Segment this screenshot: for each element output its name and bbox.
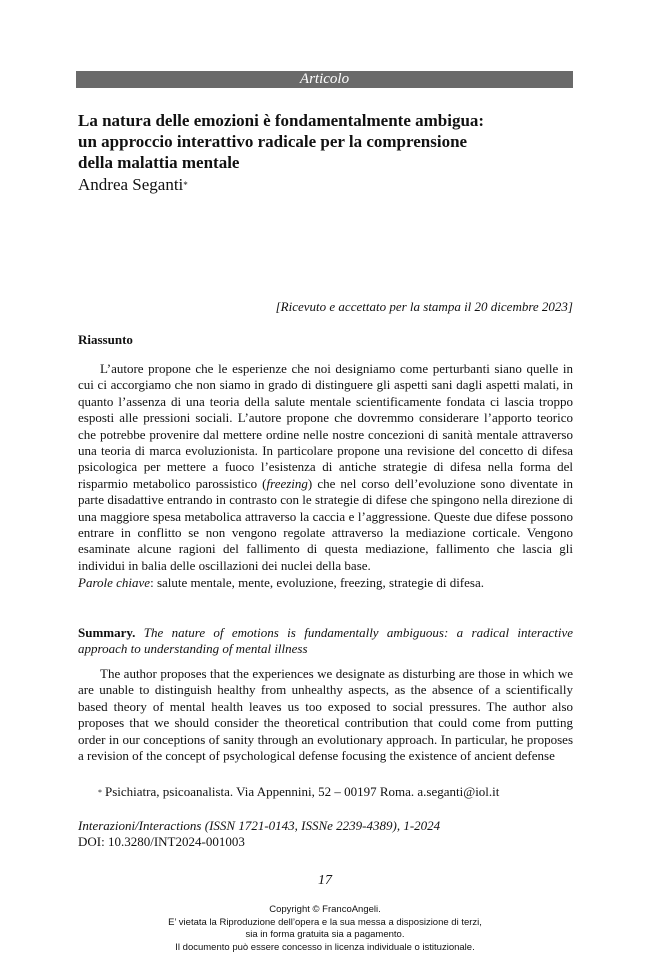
page-number: 17 xyxy=(318,873,332,888)
section-label: Articolo xyxy=(299,71,350,87)
copyright-line: E’ vietata la Riproduzione dell’opera e la sua messa a disposizione di terzi, xyxy=(168,916,482,928)
riassunto-text-part: L’autore propone che le esperienze che noi designiamo come perturbanti siano quelle in cui ci accorgiamo che non siamo in grado di distinguere gli aspetti sani dagli aspetti malati, in quanto l’assenza di una teoria della salute mentale scientificamente fondata ci lascia troppo esposti alle pressioni sociali. L’autore propone che dovremmo considerare l’apporto teorico che potrebbe provenire dal mettere ordine nelle nostre concezioni di sanità mentale attraverso una teoria di marca evoluzionista. In particolare propone una revisione del concetto di difesa psicologica per mettere a fuoco l’esistenza di antiche strategie di difesa nella forma del risparmio metabolico parossistico ( xyxy=(78,361,573,491)
keywords-text: salute mentale, mente, evoluzione, freezing, strategie di difesa. xyxy=(153,575,484,590)
summary-heading xyxy=(78,625,573,658)
riassunto-text-part: ) che nel corso dell’evoluzione sono diventate in parte disadattive entrando in contrasto con le strategie di difese che spingono nella direzione di una maggiore spesa metabolica attraverso la caccia e l’aggressione. Queste due difese possono entrare in conflitto se non vengono regolate attraverso la mediazione corticale. Vengono esaminate alcune ragioni del fallimento di questa mediazione, fallimento che lascia gli individui in balia delle oscillazioni dei nuclei della base. xyxy=(78,475,573,573)
summary-label: Summary. xyxy=(78,625,136,640)
title-line: della malattia mentale xyxy=(78,153,240,172)
article-title xyxy=(78,110,578,173)
received-date: [Ricevuto e accettato per la stampa il 20 dicembre 2023] xyxy=(275,299,573,314)
riassunto-heading: Riassunto xyxy=(78,332,133,347)
footnote-mark: * xyxy=(98,788,102,797)
author-footnote-mark: * xyxy=(183,180,188,190)
copyright-line: sia in forma gratuita sia a pagamento. xyxy=(245,929,405,940)
author-name: Andrea Seganti xyxy=(78,175,184,194)
author-footnote xyxy=(98,784,499,800)
title-line: La natura delle emozioni è fondamentalmente ambigua: xyxy=(78,111,485,130)
summary-text: The author proposes that the experiences we designate as disturbing are those in which we are unable to distinguish healthy from unhealthy aspects, as the absence of a scientifically based theory of mental health leaves us too exposed to social pressures. The author also proposes that we should consider the theoretical contribution that could come from putting order in our conceptions of sanity through an evolutionary approach. In particular, he proposes a revision of the concept of psychological defense focusing the existence of ancient defense xyxy=(78,666,573,764)
journal-citation: Interazioni/Interactions (ISSN 1721-0143, ISSNe 2239-4389), 1-2024 xyxy=(78,818,441,833)
keywords-separator: : xyxy=(150,575,154,590)
copyright-line: Il documento può essere concesso in licenza individuale o istituzionale. xyxy=(175,941,475,953)
title-line: un approccio interattivo radicale per la comprensione xyxy=(78,132,468,151)
section-banner xyxy=(76,71,573,88)
footnote-text: Psichiatra, psicoanalista. Via Appennini, 52 – 00197 Roma. a.seganti@iol.it xyxy=(105,784,500,799)
copyright-line: Copyright © FrancoAngeli. xyxy=(269,904,381,915)
summary-title: The nature of emotions is fundamentally ambiguous: a radical interactive approach to understanding of mental illness xyxy=(78,625,574,657)
copyright-notice xyxy=(0,904,650,954)
riassunto-italic-term: freezing xyxy=(266,475,308,491)
journal-info xyxy=(78,818,440,850)
journal-doi: DOI: 10.3280/INT2024-001003 xyxy=(78,834,245,849)
author-line xyxy=(78,174,188,195)
keywords xyxy=(78,575,573,591)
keywords-label: Parole chiave xyxy=(78,575,151,590)
riassunto-text xyxy=(78,361,573,574)
